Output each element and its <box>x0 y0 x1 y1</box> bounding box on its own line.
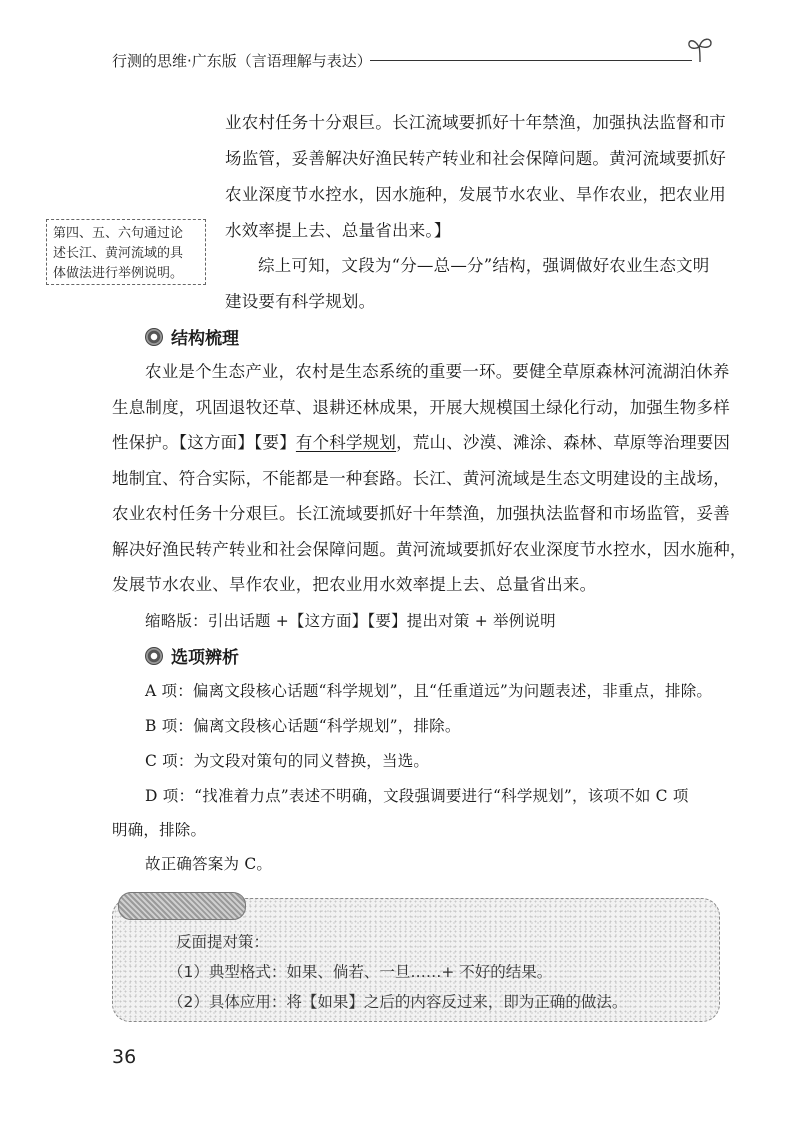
page-number: 36 <box>112 1046 137 1068</box>
structure-heading <box>145 324 239 349</box>
options-heading <box>145 643 239 668</box>
option-d-line2: 明确，排除。 <box>112 821 207 839</box>
section-bullet-icon <box>145 647 163 665</box>
tip-title: 反面提对策： <box>176 933 270 951</box>
paragraph1-line1: 业农村任务十分艰巨。长江流域要抓好十年禁渔，加强执法监督和市 <box>225 113 726 132</box>
option-c: C 项：为文段对策句的同义替换，当选。 <box>145 752 430 770</box>
structure-line3-underlined: 有个科学规划 <box>295 433 397 452</box>
tip-item-2: （2）具体应用：将【如果】之后的内容反过来，即为正确的做法。 <box>168 993 628 1011</box>
structure-line2: 生息制度，巩固退牧还草、退耕还林成果，开展大规模国土绿化行动，加强生物多样 <box>112 398 730 417</box>
option-a: A 项：偏离文段核心话题“科学规划”，且“任重道远”为问题表述，非重点，排除。 <box>145 682 713 700</box>
tip-item-1: （1）典型格式：如果、倘若、一旦……+ 不好的结果。 <box>168 963 553 981</box>
structure-line3-before: 性保护。【这方面】【要】 <box>112 433 296 452</box>
structure-line1: 农业是个生态产业，农村是生态系统的重要一环。要健全草原森林河流湖泊休养 <box>145 362 730 381</box>
option-b: B 项：偏离文段核心话题“科学规划”，排除。 <box>145 717 461 735</box>
paragraph1-line4: 水效率提上去、总量省出来。】 <box>225 221 451 240</box>
section-bullet-icon <box>145 328 163 346</box>
running-header: 行测的思维·广东版（言语理解与表达） <box>112 52 372 70</box>
structure-line5: 农业农村任务十分艰巨。长江流域要抓好十年禁渔，加强执法监督和市场监管，妥善 <box>112 504 730 523</box>
options-heading-text: 选项辨析 <box>171 648 239 668</box>
paragraph1-line2: 场监管，妥善解决好渔民转产转业和社会保障问题。黄河流域要抓好 <box>225 149 726 168</box>
tip-tag-banner <box>118 892 246 920</box>
margin-note <box>46 219 206 285</box>
margin-note-line: 述长江、黄河流域的具 <box>53 246 184 261</box>
sprout-icon <box>686 34 714 64</box>
structure-line3-after: ，荒山、沙漠、滩涂、森林、草原等治理要因 <box>396 433 731 452</box>
structure-heading-text: 结构梳理 <box>171 329 239 349</box>
summary-line2: 建设要有科学规划。 <box>225 292 376 311</box>
margin-note-line: 体做法进行举例说明。 <box>53 266 184 281</box>
paragraph1-line3: 农业深度节水控水，因水施种，发展节水农业、旱作农业，把农业用 <box>225 185 726 204</box>
header-rule <box>370 60 692 61</box>
summary-line1: 综上可知，文段为“分—总—分”结构，强调做好农业生态文明 <box>258 256 710 275</box>
condensed-version: 缩略版：引出话题 +【这方面】【要】提出对策 + 举例说明 <box>145 612 556 630</box>
structure-line4: 地制宜、符合实际，不能都是一种套路。长江、黄河流域是生态文明建设的主战场， <box>112 469 730 488</box>
structure-line7: 发展节水农业、旱作农业，把农业用水效率提上去、总量省出来。 <box>112 575 597 594</box>
margin-note-line: 第四、五、六句通过论 <box>53 226 184 241</box>
answer-line: 故正确答案为 C。 <box>145 855 273 873</box>
option-d-line1: D 项：“找准着力点”表述不明确，文段强调要进行“科学规划”，该项不如 C 项 <box>145 787 689 805</box>
structure-line3 <box>112 431 730 455</box>
structure-line6: 解决好渔民转产转业和社会保障问题。黄河流域要抓好农业深度节水控水，因水施种， <box>112 540 747 559</box>
